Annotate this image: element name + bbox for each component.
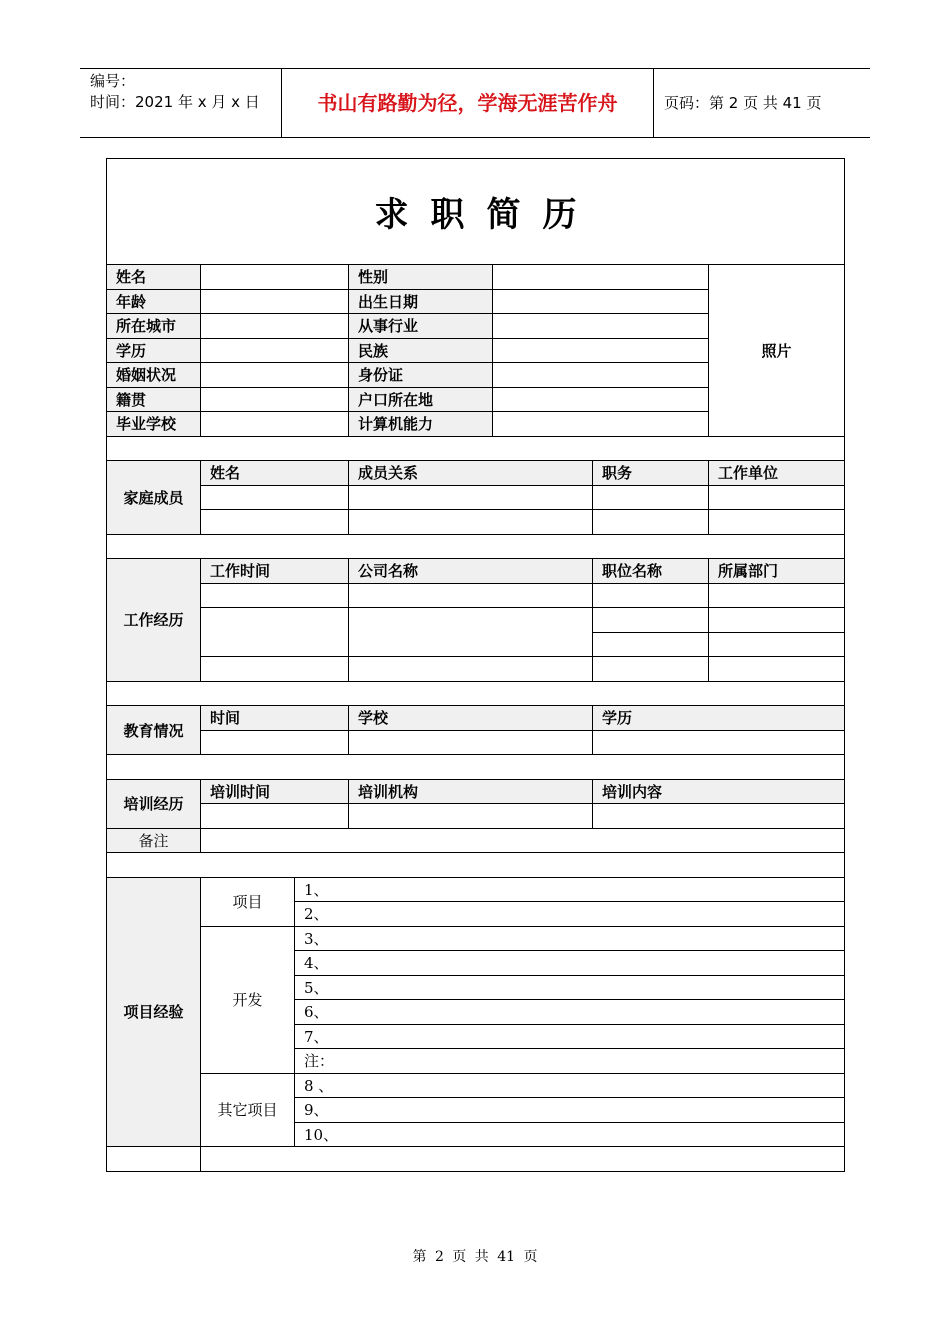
table-cell[interactable] — [201, 804, 349, 829]
work-row — [107, 608, 845, 633]
table-cell[interactable] — [349, 804, 593, 829]
table-cell[interactable] — [201, 657, 349, 682]
table-cell[interactable] — [201, 485, 349, 510]
other-group-label: 其它项目 — [201, 1073, 295, 1147]
table-cell[interactable] — [201, 608, 349, 657]
personal-row — [107, 265, 845, 290]
project-item[interactable]: 10、 — [295, 1122, 845, 1147]
field-label: 民族 — [349, 338, 493, 363]
column-header: 培训机构 — [349, 779, 593, 804]
field-label: 姓名 — [107, 265, 201, 290]
projects-label: 项目经验 — [107, 877, 201, 1147]
project-row — [107, 926, 845, 951]
column-header: 学校 — [349, 706, 593, 731]
page-footer: 第 2 页 共 41 页 — [412, 1249, 538, 1265]
project-item[interactable]: 9、 — [295, 1098, 845, 1123]
column-header: 成员关系 — [349, 461, 593, 486]
field-label: 婚姻状况 — [107, 363, 201, 388]
table-cell[interactable] — [201, 730, 349, 755]
field-value[interactable] — [493, 265, 709, 290]
table-cell[interactable] — [709, 632, 845, 657]
header-meta — [80, 69, 281, 137]
column-header: 学历 — [593, 706, 845, 731]
spacer-cell — [107, 534, 845, 559]
work-header-row — [107, 559, 845, 584]
field-value[interactable] — [201, 338, 349, 363]
table-cell[interactable] — [709, 485, 845, 510]
table-cell[interactable] — [349, 730, 593, 755]
field-value[interactable] — [493, 412, 709, 437]
column-header: 工作时间 — [201, 559, 349, 584]
field-label: 籍贯 — [107, 387, 201, 412]
project-item[interactable]: 3、 — [295, 926, 845, 951]
remark-row — [107, 828, 845, 853]
field-label: 身份证 — [349, 363, 493, 388]
project-item[interactable]: 5、 — [295, 975, 845, 1000]
table-cell[interactable] — [593, 632, 709, 657]
project-row — [107, 1073, 845, 1098]
field-label: 年龄 — [107, 289, 201, 314]
table-cell[interactable] — [593, 730, 845, 755]
table-cell[interactable] — [593, 804, 845, 829]
spacer-row — [107, 436, 845, 461]
spacer-cell — [107, 853, 845, 878]
field-label: 毕业学校 — [107, 412, 201, 437]
column-header: 职务 — [593, 461, 709, 486]
field-value[interactable] — [201, 412, 349, 437]
training-label: 培训经历 — [107, 779, 201, 828]
resume-title: 求职简历 — [107, 159, 845, 265]
spacer-row — [107, 755, 845, 780]
education-row — [107, 730, 845, 755]
column-header: 时间 — [201, 706, 349, 731]
field-value[interactable] — [201, 363, 349, 388]
table-cell[interactable] — [709, 657, 845, 682]
field-value[interactable] — [201, 265, 349, 290]
final-row — [107, 1147, 845, 1172]
field-value[interactable] — [493, 289, 709, 314]
field-label: 所在城市 — [107, 314, 201, 339]
column-header: 培训内容 — [593, 779, 845, 804]
family-label: 家庭成员 — [107, 461, 201, 535]
field-label: 从事行业 — [349, 314, 493, 339]
project-item[interactable]: 2、 — [295, 902, 845, 927]
work-row — [107, 657, 845, 682]
project-item[interactable]: 6、 — [295, 1000, 845, 1025]
field-label: 学历 — [107, 338, 201, 363]
column-header: 工作单位 — [709, 461, 845, 486]
table-cell[interactable] — [709, 608, 845, 633]
field-label: 性别 — [349, 265, 493, 290]
project-row — [107, 877, 845, 902]
column-header: 所属部门 — [709, 559, 845, 584]
field-value[interactable] — [201, 289, 349, 314]
project-item[interactable]: 4、 — [295, 951, 845, 976]
project-item[interactable]: 8 、 — [295, 1073, 845, 1098]
family-header-row — [107, 461, 845, 486]
table-cell[interactable] — [593, 608, 709, 633]
spacer-cell — [107, 436, 845, 461]
table-cell[interactable] — [349, 657, 593, 682]
education-header-row — [107, 706, 845, 731]
table-cell[interactable] — [709, 583, 845, 608]
spacer-row — [107, 534, 845, 559]
spacer-cell — [107, 681, 845, 706]
training-row — [107, 804, 845, 829]
work-row — [107, 583, 845, 608]
column-header: 公司名称 — [349, 559, 593, 584]
project-item[interactable]: 1、 — [295, 877, 845, 902]
field-value[interactable] — [201, 314, 349, 339]
table-cell[interactable] — [201, 583, 349, 608]
header-page-info: 页码：第 2 页 共 41 页 — [664, 94, 822, 112]
remark-value[interactable] — [201, 828, 845, 853]
table-cell[interactable] — [349, 510, 593, 535]
field-value[interactable] — [201, 387, 349, 412]
field-value[interactable] — [493, 387, 709, 412]
column-header: 职位名称 — [593, 559, 709, 584]
table-cell[interactable] — [349, 583, 593, 608]
field-label: 户口所在地 — [349, 387, 493, 412]
spacer-row — [107, 853, 845, 878]
project-item[interactable]: 7、 — [295, 1024, 845, 1049]
training-header-row — [107, 779, 845, 804]
work-label: 工作经历 — [107, 559, 201, 682]
header-motto: 书山有路勤为径，学海无涯苦作舟 — [281, 69, 654, 137]
remark-label: 备注 — [107, 828, 201, 853]
page-header — [80, 68, 870, 138]
project-note[interactable]: 注： — [295, 1049, 845, 1074]
table-cell — [107, 1147, 201, 1172]
field-value[interactable] — [493, 363, 709, 388]
table-cell[interactable] — [349, 608, 593, 657]
spacer-row — [107, 681, 845, 706]
project-group-label: 项目 — [201, 877, 295, 926]
table-cell[interactable] — [709, 510, 845, 535]
table-cell[interactable] — [349, 485, 593, 510]
table-cell[interactable] — [201, 510, 349, 535]
resume-table — [106, 158, 845, 1172]
table-cell[interactable] — [593, 583, 709, 608]
column-header: 姓名 — [201, 461, 349, 486]
dev-group-label: 开发 — [201, 926, 295, 1073]
title-row — [107, 159, 845, 265]
time-label: 时间：2021 年 x 月 x 日 — [90, 93, 260, 111]
field-value[interactable] — [493, 338, 709, 363]
table-cell[interactable] — [201, 1147, 845, 1172]
family-row — [107, 485, 845, 510]
table-cell[interactable] — [593, 657, 709, 682]
field-value[interactable] — [493, 314, 709, 339]
photo-box[interactable]: 照片 — [709, 265, 845, 437]
family-row — [107, 510, 845, 535]
number-label: 编号： — [90, 72, 136, 90]
column-header: 培训时间 — [201, 779, 349, 804]
table-cell[interactable] — [593, 510, 709, 535]
field-label: 计算机能力 — [349, 412, 493, 437]
education-label: 教育情况 — [107, 706, 201, 755]
table-cell[interactable] — [593, 485, 709, 510]
spacer-cell — [107, 755, 845, 780]
field-label: 出生日期 — [349, 289, 493, 314]
